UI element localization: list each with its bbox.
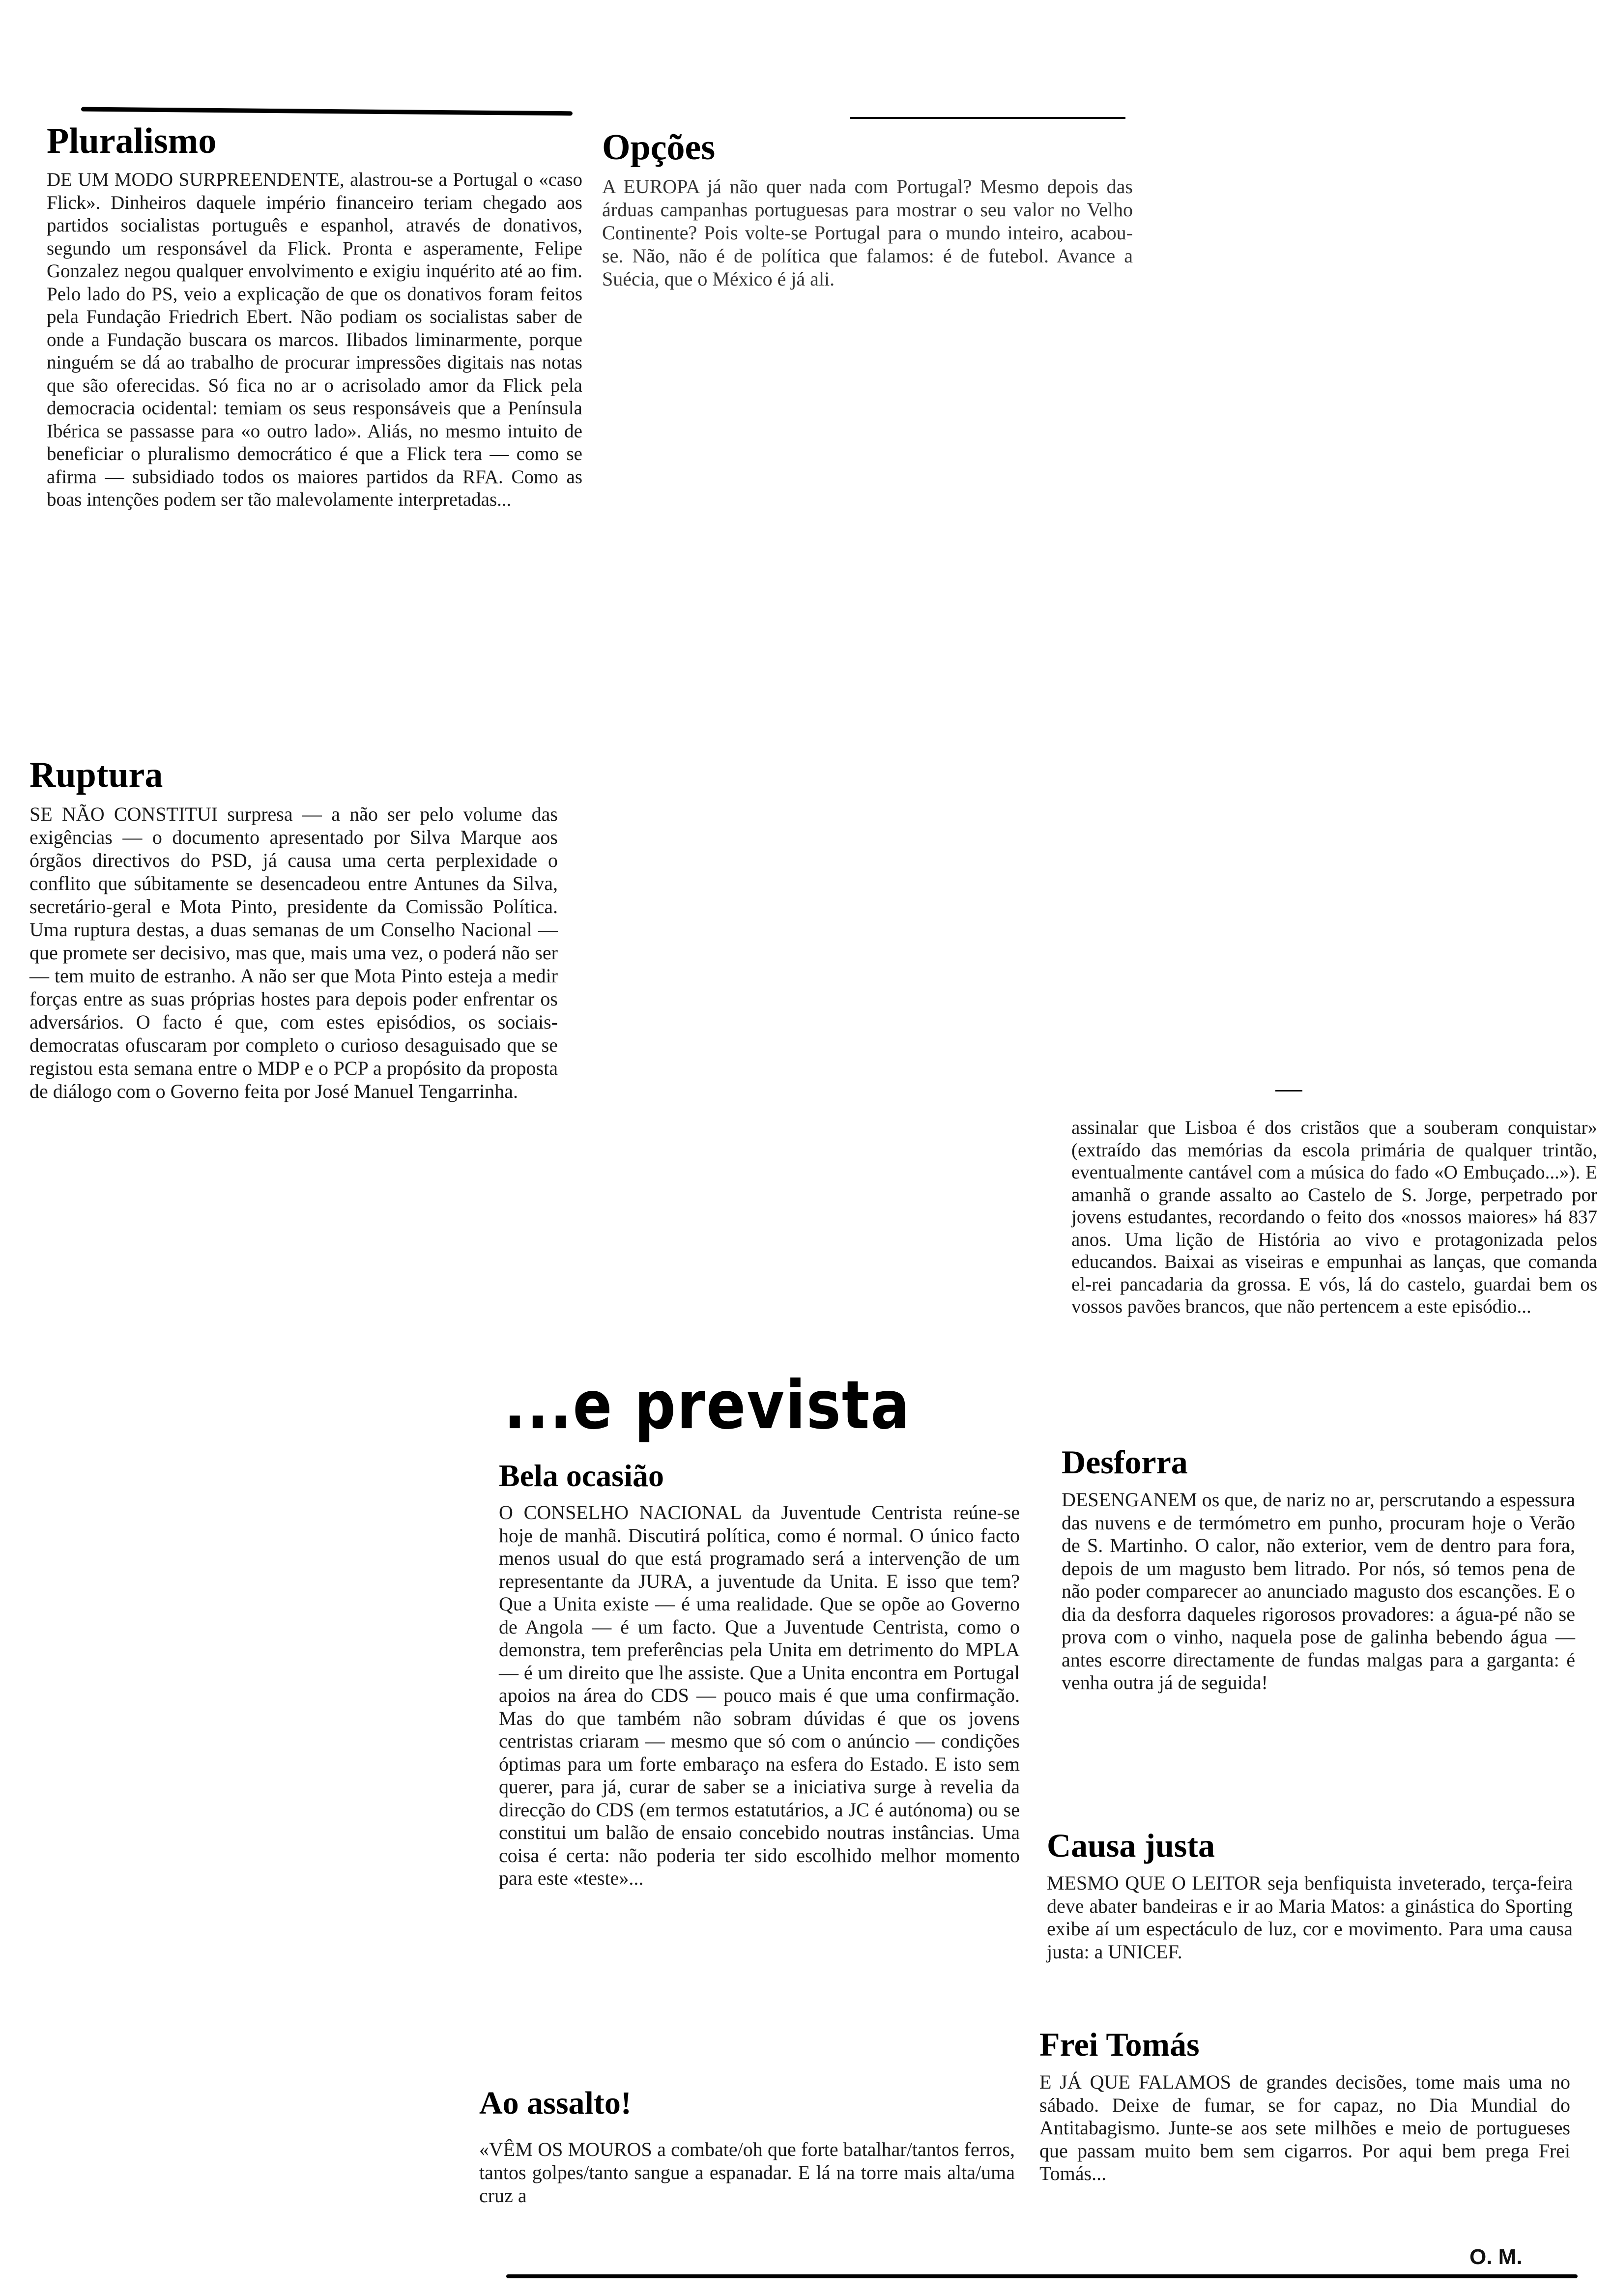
article-bela-ocasiao: [499, 1457, 1020, 1890]
body-opcoes: A EUROPA já não quer nada com Portugal? Mesmo depois das árduas campanhas portuguesas para mostrar o seu valor no Velho Continente? Pois volte-se Portugal para o mundo inteiro, acabou-se. Não, não é de política que falamos: é de futebol. Avance a Suécia, que o México é já ali.: [602, 175, 1133, 290]
body-desforra: DESENGANEM os que, de nariz no ar, perscrutando a espessura das nuvens e de termómetro em punho, procuram hoje o Verão de S. Martinho. O calor, não exterior, vem de dentro para fora, depois de um magusto bem litrado. Por nós, só temos pena de não poder comparecer ao anunciado magusto dos escanções. E o dia da desforra daqueles rigorosos provadores: a água-pé não se prova com o vinho, naquela pose de galinha bebendo água — antes escorre directamente de fundas malgas para a garganta: é venha outra já de seguida!: [1062, 1489, 1575, 1693]
headline-opcoes: Opções: [602, 127, 716, 168]
body-frei-tomas: E JÁ QUE FALAMOS de grandes decisões, tome mais uma no sábado. Deixe de fumar, se for capaz, no Dia Mundial do Antitabagismo. Junte-se aos sete milhões e meio de portugueses que passam muito bem sem cigarros. Por aqui bem prega Frei Tomás...: [1039, 2071, 1570, 2184]
headline-desforra: Desforra: [1062, 1443, 1188, 1481]
article-causa-justa: [1047, 1826, 1573, 1963]
article-opcoes: [602, 127, 1133, 290]
article-ruptura: [29, 754, 558, 1103]
article-pluralismo: [47, 120, 582, 512]
section-kicker: ...e prevista: [504, 1366, 911, 1444]
author-signature: O. M.: [1469, 2245, 1523, 2269]
continuation-rule: [1275, 1090, 1302, 1091]
body-causa-justa: MESMO QUE O LEITOR seja benfiquista inveterado, terça-feira deve abater bandeiras e ir ao Maria Matos: a ginástica do Sporting exibe aí um espectáculo de luz, cor e movimento. Para uma causa justa: a UNICEF.: [1047, 1872, 1573, 1963]
top-rule-left: [81, 107, 573, 116]
body-lisboa-continuation: assinalar que Lisboa é dos cristãos que a souberam conquistar» (extraído das memórias da escola primária de qualquer trintão, eventualmente cantável com a música do fado «O Embuçado...»). E amanhã o grande assalto ao Castelo de S. Jorge, perpetrado por jovens estudantes, recordando o feito dos «nossos maiores» há 837 anos. Uma lição de História ao vivo e protagonizada pelos educandos. Baixai as viseiras e empunhai as lanças, que comanda el-rei pancadaria da grossa. E vós, lá do castelo, guardai bem os vossos pavões brancos, que não pertencem a este episódio...: [1071, 1117, 1597, 1317]
headline-ruptura: Ruptura: [29, 755, 163, 795]
headline-pluralismo: Pluralismo: [47, 121, 217, 161]
body-bela-ocasiao: O CONSELHO NACIONAL da Juventude Centrista reúne-se hoje de manhã. Discutirá política, como é normal. O único facto menos usual do que está programado será a intervenção de um representante da JURA, a juventude da Unita. E isso que tem? Que a Unita existe — é uma realidade. Que se opõe ao Governo de Angola — é um facto. Que a Juventude Centrista, como o demonstra, tem preferências pela Unita em detrimento do MPLA — é um direito que lhe assiste. Que a Unita encontra em Portugal apoios na área do CDS — pouco mais é que uma confirmação. Mas do que também não sobram dúvidas é que os jovens centristas criaram — mesmo que só com o anúncio — condições óptimas para um forte embaraço na esfera do Estado. E isto sem querer, para já, curar de saber se a iniciativa surge à revelia da direcção do CDS (em termos estatutários, a JC é autónoma) ou se constitui um balão de ensaio concebido noutras instâncias. Uma coisa é certa: não poderia ter sido escolhido melhor momento para este «teste»...: [499, 1501, 1020, 1889]
top-rule-right: [850, 117, 1125, 119]
headline-ao-assalto: Ao assalto!: [479, 2085, 632, 2121]
body-ao-assalto: «VÊM OS MOUROS a combate/oh que forte batalhar/tantos ferros, tantos golpes/tanto sangue a espanadar. E lá na torre mais alta/uma cruz a: [479, 2138, 1015, 2207]
body-ruptura: SE NÃO CONSTITUI surpresa — a não ser pelo volume das exigências — o documento apresentado por Silva Marque aos órgãos directivos do PSD, já causa uma certa perplexidade o conflito que súbitamente se desencadeou entre Antunes da Silva, secretário-geral e Mota Pinto, presidente da Comissão Política. Uma ruptura destas, a duas semanas de um Conselho Nacional — que promete ser decisivo, mas que, mais uma vez, o poderá não ser — tem muito de estranho. A não ser que Mota Pinto esteja a medir forças entre as suas próprias hostes para depois poder enfrentar os adversários. O facto é que, com estes episódios, os sociais-democratas ofuscaram por completo o curioso desaguisado que se registou esta semana entre o MDP e o PCP a propósito da proposta de diálogo com o Governo feita por José Manuel Tengarrinha.: [29, 803, 558, 1102]
headline-causa-justa: Causa justa: [1047, 1827, 1215, 1864]
article-lisboa-continuation: [1071, 1117, 1597, 1318]
headline-frei-tomas: Frei Tomás: [1039, 2026, 1200, 2063]
article-ao-assalto: [479, 2084, 1015, 2207]
headline-bela-ocasiao: Bela ocasião: [499, 1458, 664, 1493]
bottom-rule: [506, 2274, 1578, 2278]
article-desforra: [1062, 1442, 1575, 1694]
body-pluralismo: DE UM MODO SURPREENDENTE, alastrou-se a Portugal o «caso Flick». Dinheiros daquele império financeiro teriam chegado aos partidos socialistas português e espanhol, através de donativos, segundo um responsável da Flick. Pronta e asperamente, Felipe Gonzalez negou qualquer envolvimento e exigiu inquérito até ao fim. Pelo lado do PS, veio a explicação de que os donativos foram feitos pela Fundação Friedrich Ebert. Não podiam os socialistas saber de onde a Fundação buscara os marcos. Ilibados liminarmente, porque ninguém se dá ao trabalho de procurar impressões digitais nas notas que são oferecidas. Só fica no ar o acrisolado amor da Flick pela democracia ocidental: temiam os seus responsáveis que a Península Ibérica se passasse para «o outro lado». Aliás, no mesmo intuito de beneficiar o pluralismo democrático é que a Flick tera — como se afirma — subsidiado todos os maiores partidos da RFA. Como as boas intenções podem ser tão malevolamente interpretadas...: [47, 169, 582, 510]
article-frei-tomas: [1039, 2025, 1570, 2185]
